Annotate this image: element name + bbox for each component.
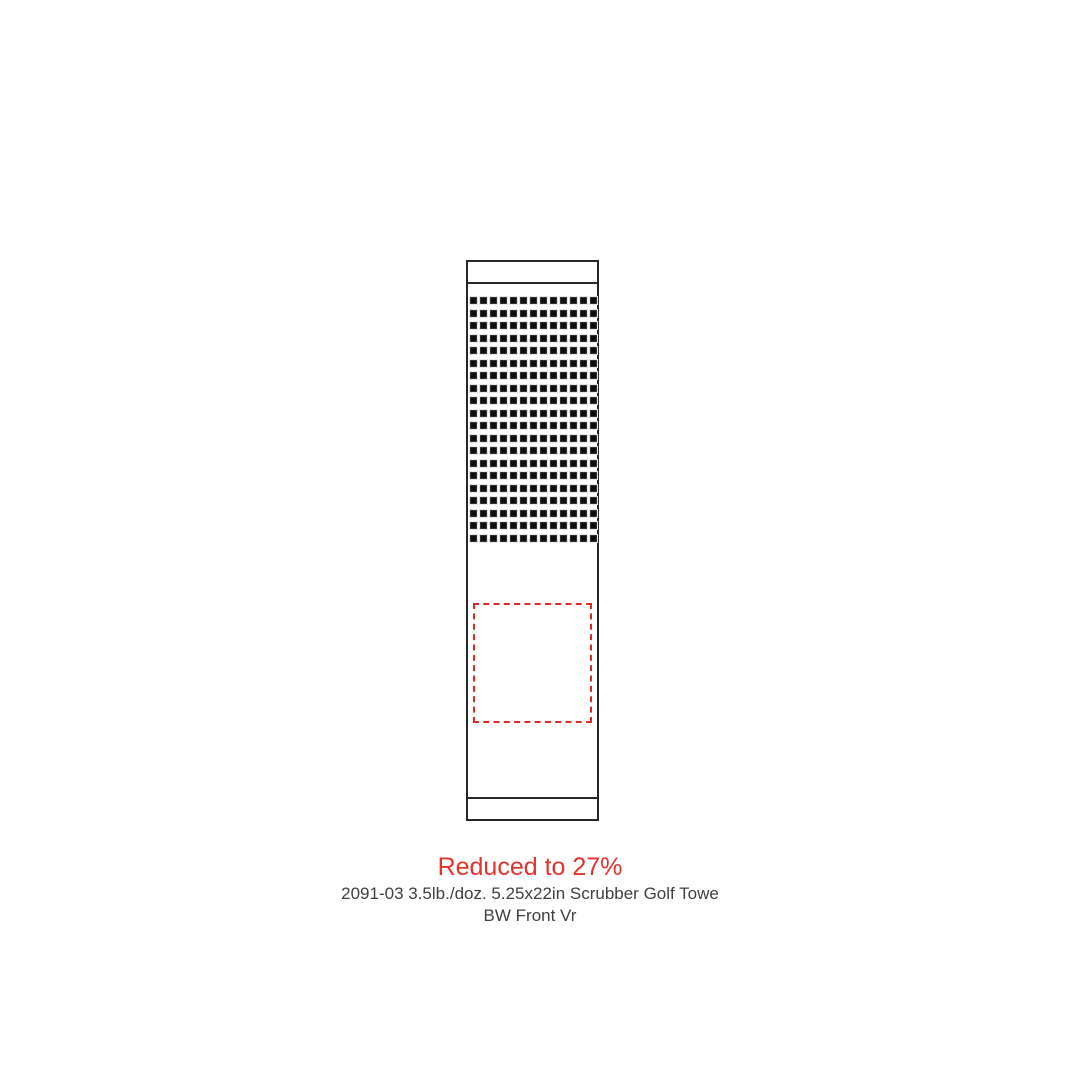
- scrubber-dot: [540, 397, 547, 404]
- scrubber-dot: [470, 360, 477, 367]
- scrubber-dot: [540, 347, 547, 354]
- scrubber-dot: [560, 485, 567, 492]
- scrubber-dot: [510, 385, 517, 392]
- scrubber-dot: [490, 360, 497, 367]
- scrubber-dot: [560, 360, 567, 367]
- scrubber-dot: [510, 372, 517, 379]
- scrubber-dot: [590, 447, 597, 454]
- scrubber-dot: [550, 497, 557, 504]
- scrubber-dot: [550, 347, 557, 354]
- scrubber-dot: [480, 297, 487, 304]
- scrubber-dot: [540, 447, 547, 454]
- scrubber-dot: [570, 410, 577, 417]
- scrubber-dot: [510, 360, 517, 367]
- scrubber-dot: [520, 397, 527, 404]
- scrubber-dot: [500, 472, 507, 479]
- scrubber-dot: [510, 297, 517, 304]
- scrubber-dot: [500, 460, 507, 467]
- scrubber-dot: [570, 472, 577, 479]
- scrubber-dot: [590, 360, 597, 367]
- scrubber-dot: [520, 310, 527, 317]
- scrubber-dot: [490, 485, 497, 492]
- scrubber-dot: [580, 522, 587, 529]
- scrubber-dot: [480, 372, 487, 379]
- scrubber-dot: [550, 297, 557, 304]
- scrubber-dot: [490, 372, 497, 379]
- scrubber-dot: [510, 422, 517, 429]
- scrubber-dot: [470, 485, 477, 492]
- scrubber-dot: [510, 310, 517, 317]
- scrubber-dot: [570, 322, 577, 329]
- scrubber-dot: [570, 435, 577, 442]
- scrubber-dot: [500, 497, 507, 504]
- scrubber-dot: [510, 460, 517, 467]
- scrubber-dot: [550, 310, 557, 317]
- scrubber-dot: [570, 310, 577, 317]
- scrubber-dot: [470, 497, 477, 504]
- scrubber-dot: [580, 422, 587, 429]
- scrubber-dot: [530, 447, 537, 454]
- scrubber-dot: [590, 322, 597, 329]
- scrubber-dot: [570, 497, 577, 504]
- scrubber-dot: [590, 485, 597, 492]
- scrubber-dot: [590, 460, 597, 467]
- scrubber-dot: [560, 522, 567, 529]
- scrubber-dot: [560, 497, 567, 504]
- scrubber-dot: [530, 397, 537, 404]
- scrubber-dot: [540, 522, 547, 529]
- scrubber-dot: [490, 310, 497, 317]
- scrubber-dot: [490, 397, 497, 404]
- scrubber-dot: [570, 385, 577, 392]
- scrubber-dot: [480, 447, 487, 454]
- scrubber-dot: [570, 422, 577, 429]
- scrubber-dot: [540, 460, 547, 467]
- scrubber-dot: [520, 335, 527, 342]
- scrubber-dot: [500, 372, 507, 379]
- scrubber-dot: [550, 410, 557, 417]
- scrubber-dot: [510, 497, 517, 504]
- scrubber-dot: [510, 347, 517, 354]
- scrubber-dot: [540, 335, 547, 342]
- scrubber-dot: [560, 447, 567, 454]
- scrubber-dot: [510, 447, 517, 454]
- scrubber-dot: [500, 335, 507, 342]
- scrubber-dot: [490, 297, 497, 304]
- scrubber-dot: [580, 535, 587, 542]
- scrubber-dot: [480, 347, 487, 354]
- scrubber-dot: [510, 435, 517, 442]
- scrubber-dot: [540, 385, 547, 392]
- scrubber-dot: [540, 360, 547, 367]
- scrubber-dot: [510, 397, 517, 404]
- scrubber-dot: [550, 472, 557, 479]
- scrubber-dot: [490, 472, 497, 479]
- scrubber-dot: [470, 347, 477, 354]
- scrubber-dot: [590, 422, 597, 429]
- scrubber-dot: [540, 485, 547, 492]
- scrubber-dot: [580, 485, 587, 492]
- scrubber-dot: [550, 535, 557, 542]
- scrubber-dot: [520, 422, 527, 429]
- scrubber-dot: [490, 497, 497, 504]
- scrubber-dot: [480, 360, 487, 367]
- scrubber-dot: [560, 372, 567, 379]
- scrubber-dot: [560, 397, 567, 404]
- scrubber-dot: [540, 497, 547, 504]
- scrubber-dot: [540, 322, 547, 329]
- scrubber-dot: [500, 510, 507, 517]
- scrubber-dot: [550, 522, 557, 529]
- reduced-scale-label: Reduced to 27%: [437, 853, 623, 881]
- scrubber-dot: [590, 347, 597, 354]
- scrubber-dot: [500, 397, 507, 404]
- scrubber-dot: [480, 535, 487, 542]
- scrubber-dot: [550, 335, 557, 342]
- scrubber-dot: [570, 372, 577, 379]
- scrubber-dot: [470, 310, 477, 317]
- scrubber-dot: [530, 322, 537, 329]
- scrubber-dot: [480, 435, 487, 442]
- scrubber-dot: [530, 510, 537, 517]
- scrubber-dot: [510, 335, 517, 342]
- scrubber-dot: [550, 372, 557, 379]
- scrubber-dot: [520, 522, 527, 529]
- scrubber-dot: [530, 460, 537, 467]
- scrubber-dot: [510, 322, 517, 329]
- scrubber-dot: [590, 397, 597, 404]
- scrubber-dot: [520, 385, 527, 392]
- scrubber-dot: [510, 485, 517, 492]
- scrubber-dot: [500, 535, 507, 542]
- scrubber-dot: [560, 297, 567, 304]
- scrubber-dot: [580, 472, 587, 479]
- scrubber-dot: [570, 447, 577, 454]
- scrubber-dot: [470, 385, 477, 392]
- scrubber-dot: [560, 322, 567, 329]
- scrubber-dot: [550, 460, 557, 467]
- scrubber-dot: [580, 310, 587, 317]
- scrubber-dot: [580, 460, 587, 467]
- scrubber-dot: [580, 385, 587, 392]
- scrubber-dot: [520, 360, 527, 367]
- scrubber-dot: [540, 472, 547, 479]
- scrubber-dot: [500, 522, 507, 529]
- scrubber-dot: [560, 435, 567, 442]
- scrubber-dot: [530, 372, 537, 379]
- towel-outline: [466, 260, 599, 821]
- scrubber-dot: [480, 497, 487, 504]
- scrubber-dot: [520, 497, 527, 504]
- scrubber-dot: [480, 322, 487, 329]
- scrubber-dot: [520, 410, 527, 417]
- scrubber-dot: [520, 460, 527, 467]
- scrubber-dot: [500, 310, 507, 317]
- scrubber-dot: [520, 347, 527, 354]
- scrubber-dot: [560, 410, 567, 417]
- scrubber-dot: [520, 297, 527, 304]
- scrubber-dot: [530, 485, 537, 492]
- scrubber-dot: [500, 385, 507, 392]
- scrubber-dot: [590, 535, 597, 542]
- scrubber-dot: [510, 535, 517, 542]
- scrubber-dot: [560, 347, 567, 354]
- scrubber-dot: [570, 522, 577, 529]
- scrubber-dot: [500, 347, 507, 354]
- scrubber-dot: [570, 360, 577, 367]
- scrubber-dot: [580, 447, 587, 454]
- scrubber-dot: [500, 360, 507, 367]
- scrubber-dot: [480, 522, 487, 529]
- scrubber-dot: [550, 510, 557, 517]
- scrubber-dot: [490, 322, 497, 329]
- scrubber-dot: [490, 435, 497, 442]
- scrubber-dot: [470, 422, 477, 429]
- scrubber-dot: [580, 435, 587, 442]
- scrubber-dot: [490, 535, 497, 542]
- scrubber-dot: [530, 297, 537, 304]
- scrubber-dot: [520, 447, 527, 454]
- scrubber-dot: [510, 510, 517, 517]
- scrubber-dot: [590, 497, 597, 504]
- scrubber-dot: [580, 360, 587, 367]
- scrubber-dot: [470, 535, 477, 542]
- scrubber-dot: [500, 410, 507, 417]
- scrubber-dot: [590, 410, 597, 417]
- scrubber-dot: [590, 522, 597, 529]
- scrubber-dot: [530, 410, 537, 417]
- towel-bottom-hem-line: [466, 797, 599, 799]
- scrubber-dot: [590, 385, 597, 392]
- scrubber-dot: [470, 335, 477, 342]
- scrubber-dot: [550, 485, 557, 492]
- scrubber-dot: [580, 322, 587, 329]
- scrubber-dot: [470, 297, 477, 304]
- scrubber-dot: [480, 310, 487, 317]
- scrubber-dot: [530, 385, 537, 392]
- scrubber-dot: [530, 535, 537, 542]
- scrubber-dot: [520, 322, 527, 329]
- scrubber-dot: [590, 435, 597, 442]
- scrubber-dot: [520, 535, 527, 542]
- scrubber-dot: [540, 510, 547, 517]
- scrubber-dot: [540, 297, 547, 304]
- scrubber-dot: [540, 435, 547, 442]
- scrubber-dot: [470, 410, 477, 417]
- scrubber-dot: [490, 460, 497, 467]
- scrubber-dot: [470, 447, 477, 454]
- scrubber-dot: [480, 397, 487, 404]
- scrubber-dot: [490, 447, 497, 454]
- scrubber-dot: [500, 322, 507, 329]
- scrubber-dot: [480, 460, 487, 467]
- scrubber-dot: [540, 535, 547, 542]
- scrubber-dot: [570, 460, 577, 467]
- scrubber-dot: [500, 447, 507, 454]
- scrubber-dot: [560, 472, 567, 479]
- scrubber-dot: [530, 497, 537, 504]
- scrubber-dot: [500, 297, 507, 304]
- scrubber-dot: [470, 322, 477, 329]
- scrubber-dot: [560, 510, 567, 517]
- scrubber-dot: [520, 435, 527, 442]
- scrubber-dot: [480, 472, 487, 479]
- scrubber-dot: [540, 422, 547, 429]
- scrubber-dot: [590, 510, 597, 517]
- scrubber-dot: [550, 435, 557, 442]
- scrubber-dot: [580, 372, 587, 379]
- scrubber-dot: [570, 485, 577, 492]
- scrubber-dot: [580, 410, 587, 417]
- scrubber-dot: [580, 497, 587, 504]
- scrubber-dot: [520, 510, 527, 517]
- scrubber-dot: [490, 335, 497, 342]
- scrubber-pattern: [470, 297, 597, 542]
- scrubber-dot: [550, 385, 557, 392]
- scrubber-dot: [550, 397, 557, 404]
- scrubber-dot: [500, 435, 507, 442]
- scrubber-dot: [560, 422, 567, 429]
- scrubber-dot: [510, 472, 517, 479]
- product-description: 2091-03 3.5lb./doz. 5.25x22in Scrubber Golf Towe: [341, 884, 719, 903]
- scrubber-dot: [530, 435, 537, 442]
- scrubber-dot: [560, 460, 567, 467]
- scrubber-dot: [470, 522, 477, 529]
- scrubber-dot: [540, 372, 547, 379]
- scrubber-dot: [580, 397, 587, 404]
- scrubber-dot: [570, 297, 577, 304]
- scrubber-dot: [490, 385, 497, 392]
- scrubber-dot: [530, 347, 537, 354]
- version-label: BW Front Vr: [483, 906, 577, 925]
- scrubber-dot: [560, 385, 567, 392]
- scrubber-dot: [570, 397, 577, 404]
- scrubber-dot: [590, 310, 597, 317]
- scrubber-dot: [530, 422, 537, 429]
- imprint-area: [473, 603, 592, 723]
- scrubber-dot: [550, 447, 557, 454]
- scrubber-dot: [590, 372, 597, 379]
- towel-top-hem-line: [466, 282, 599, 284]
- scrubber-dot: [530, 310, 537, 317]
- scrubber-dot: [470, 460, 477, 467]
- scrubber-dot: [480, 510, 487, 517]
- scrubber-dot: [490, 510, 497, 517]
- scrubber-dot: [470, 397, 477, 404]
- scrubber-dot: [530, 335, 537, 342]
- scrubber-dot: [470, 510, 477, 517]
- scrubber-dot: [490, 522, 497, 529]
- scrubber-dot: [570, 510, 577, 517]
- scrubber-dot: [490, 422, 497, 429]
- scrubber-dot: [580, 347, 587, 354]
- scrubber-dot: [510, 522, 517, 529]
- scrubber-dot: [530, 360, 537, 367]
- scrubber-dot: [490, 410, 497, 417]
- scrubber-dot: [540, 410, 547, 417]
- scrubber-dot: [530, 472, 537, 479]
- scrubber-dot: [560, 335, 567, 342]
- scrubber-dot: [470, 435, 477, 442]
- scrubber-dot: [480, 335, 487, 342]
- scrubber-dot: [490, 347, 497, 354]
- scrubber-dot: [550, 360, 557, 367]
- scrubber-dot: [560, 535, 567, 542]
- scrubber-dot: [580, 297, 587, 304]
- scrubber-dot: [550, 322, 557, 329]
- scrubber-dot: [570, 535, 577, 542]
- caption-block: [230, 851, 830, 927]
- scrubber-dot: [590, 297, 597, 304]
- scrubber-dot: [520, 485, 527, 492]
- scrubber-dot: [540, 310, 547, 317]
- scrubber-dot: [520, 472, 527, 479]
- scrubber-dot: [500, 485, 507, 492]
- scrubber-dot: [500, 422, 507, 429]
- scrubber-dot: [580, 335, 587, 342]
- scrubber-dot: [510, 410, 517, 417]
- scrubber-dot: [480, 422, 487, 429]
- scrubber-dot: [530, 522, 537, 529]
- scrubber-dot: [580, 510, 587, 517]
- scrubber-dot: [470, 472, 477, 479]
- scrubber-dot: [560, 310, 567, 317]
- scrubber-dot: [570, 335, 577, 342]
- scrubber-dot: [590, 472, 597, 479]
- scrubber-dot: [520, 372, 527, 379]
- scrubber-dot: [480, 410, 487, 417]
- scrubber-dot: [570, 347, 577, 354]
- scrubber-dot: [480, 385, 487, 392]
- scrubber-dot: [550, 422, 557, 429]
- scrubber-dot: [480, 485, 487, 492]
- scrubber-dot: [470, 372, 477, 379]
- scrubber-dot: [590, 335, 597, 342]
